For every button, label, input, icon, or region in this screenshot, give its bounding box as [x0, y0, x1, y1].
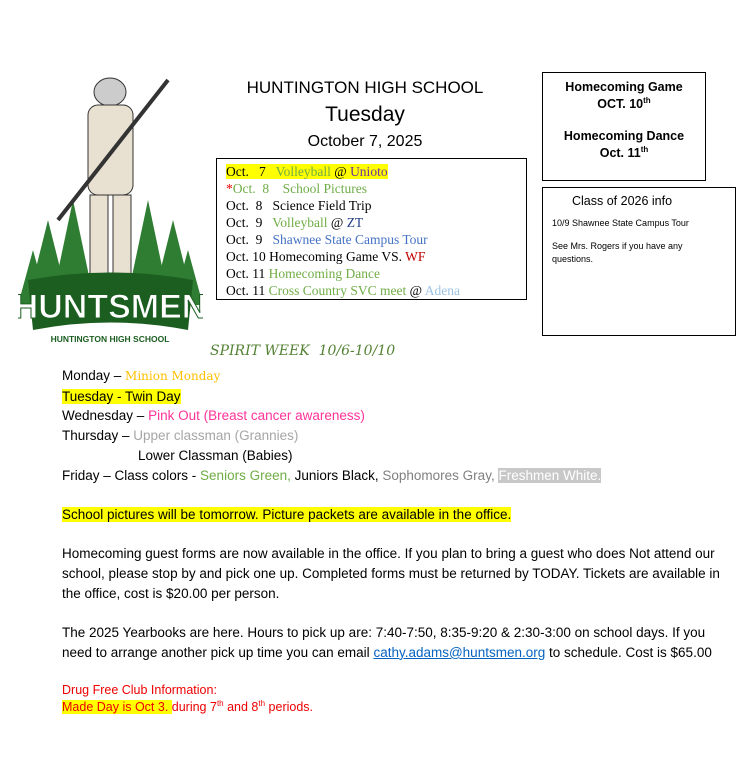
spirit-week-title: SPIRIT WEEK 10/6-10/10: [210, 343, 396, 359]
svg-text:HUNTSMEN: HUNTSMEN: [18, 288, 203, 326]
homecoming-dance-label: Homecoming Dance: [563, 129, 685, 143]
schedule-item: Oct. 9 Volleyball @ ZT: [226, 215, 364, 230]
homecoming-dance-date: Oct. 11th: [599, 144, 649, 160]
schedule-item: Oct. 11 Homecoming Dance: [226, 266, 380, 281]
school-name: HUNTINGTON HIGH SCHOOL: [246, 78, 484, 97]
class-2026-box: [542, 187, 736, 336]
schedule-item: Oct. 9 Shawnee State Campus Tour: [226, 232, 428, 247]
spirit-friday: Friday – Class colors - Seniors Green, Juniors Black, Sophomores Gray, Freshmen White.: [62, 467, 602, 483]
schedule-item: Oct. 7 Volleyball @ Unioto: [226, 164, 388, 179]
homecoming-box: [542, 72, 706, 181]
drug-free-made-day: Made Day is Oct 3. during 7th and 8th periods.: [62, 699, 314, 715]
spirit-monday: Monday – Minion Monday: [62, 368, 221, 383]
schedule-box: [216, 158, 527, 300]
day-title: Tuesday: [325, 103, 405, 126]
schedule-item: Oct. 8 Science Field Trip: [226, 198, 372, 213]
schedule-item: *Oct. 8 School Pictures: [226, 181, 367, 196]
spirit-thursday-2: Lower Classman (Babies): [138, 447, 293, 463]
drug-free-title: Drug Free Club Information:: [62, 683, 217, 698]
schedule-item: Oct. 10 Homecoming Game VS. WF: [226, 249, 426, 264]
announcements: [62, 366, 722, 716]
class-2026-title: Class of 2026 info: [572, 194, 673, 208]
svg-text:HUNTINGTON HIGH SCHOOL: HUNTINGTON HIGH SCHOOL: [50, 334, 170, 344]
class-2026-line: 10/9 Shawnee State Campus Tour: [552, 218, 689, 228]
homecoming-game-label: Homecoming Game: [565, 80, 683, 94]
pictures-notice: School pictures will be tomorrow. Picture packets are available in the office.: [62, 506, 512, 522]
spirit-tuesday: Tuesday - Twin Day: [62, 388, 181, 404]
email-link[interactable]: cathy.adams@huntsmen.org: [373, 644, 546, 660]
spirit-thursday: Thursday – Upper classman (Grannies): [62, 428, 299, 444]
homecoming-game-date: OCT. 10th: [597, 95, 651, 111]
spirit-wednesday: Wednesday – Pink Out (Breast cancer awareness): [62, 408, 365, 424]
yearbook-notice: The 2025 Yearbooks are here. Hours to pick up are: 7:40-7:50, 8:35-9:20 & 2:30-3:00 on school days. If you need to arrange another pick up time you can email cathy.adams@huntsmen.org to schedule. Cost is $65.00: [62, 625, 712, 660]
date-title: October 7, 2025: [307, 133, 423, 150]
huntsmen-logo: [18, 70, 203, 350]
page-header: [215, 74, 515, 155]
schedule-item: Oct. 11 Cross Country SVC meet @ Adena: [226, 283, 460, 298]
guest-forms-notice: Homecoming guest forms are now available in the office. If you plan to bring a guest who does Not attend our school, please stop by and pick one up. Completed forms must be returned by TODAY. Tickets are available in the office, cost is $20.00 per person.: [62, 546, 720, 601]
class-2026-line: See Mrs. Rogers if you have any questions.: [552, 241, 683, 264]
